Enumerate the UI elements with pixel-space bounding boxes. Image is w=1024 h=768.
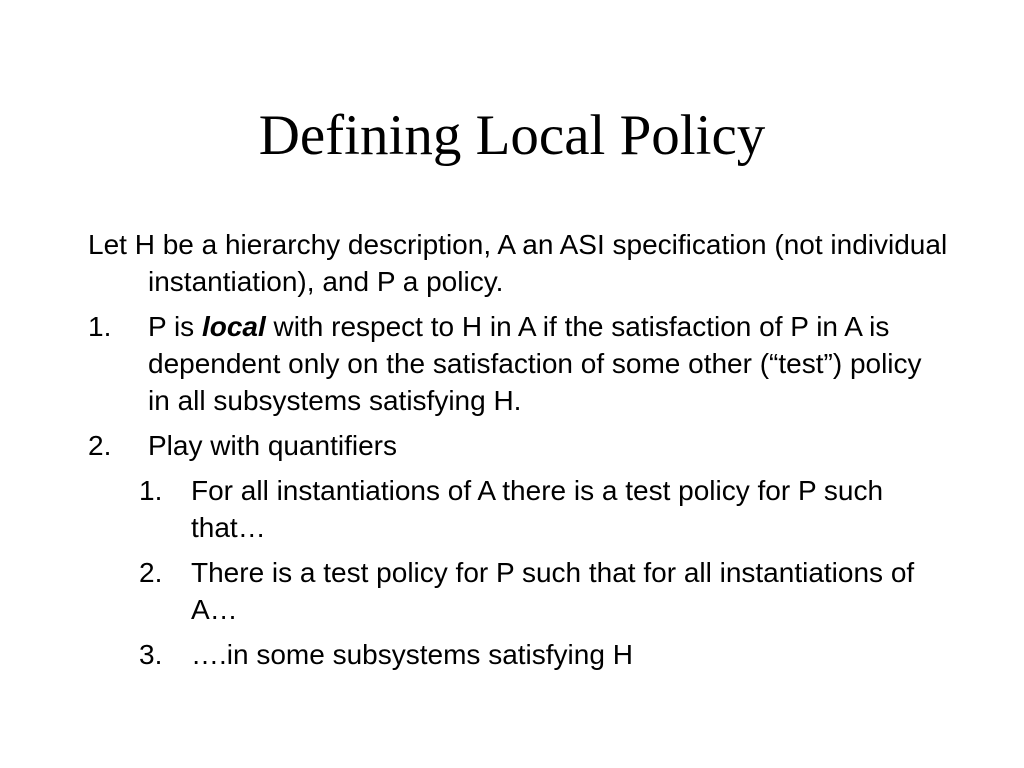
sub-item-1	[88, 472, 948, 546]
sub-item-1-text: For all instantiations of A there is a test policy for P such that…	[191, 475, 884, 543]
slide-body	[88, 226, 948, 681]
sub-item-2	[88, 554, 948, 628]
list-item-2	[88, 427, 948, 464]
item-1-text-before: P is	[148, 311, 202, 342]
sub-item-2-text: There is a test policy for P such that for all instantiations of A…	[191, 557, 915, 625]
item-1-text-after: with respect to H in A if the satisfaction of P in A is dependent only on the satisfaction of some other (“test”) policy in all subsystems satisfying H.	[148, 311, 922, 416]
sub-item-3-text: ….in some subsystems satisfying H	[191, 639, 633, 670]
list-item-1	[88, 308, 948, 419]
local-emphasis: local	[201, 311, 266, 342]
slide-title: Defining Local Policy	[258, 104, 766, 167]
list-number-1: 1.	[88, 311, 112, 342]
intro-paragraph: Let H be a hierarchy description, A an ASI specification (not individual instantiation), and P a policy.	[88, 229, 948, 297]
item-2-text: Play with quantifiers	[148, 430, 398, 461]
sub-number-3: 3.	[139, 639, 163, 670]
sub-number-1: 1.	[139, 475, 163, 506]
sub-item-3	[88, 636, 948, 673]
sub-number-2: 2.	[139, 557, 163, 588]
list-number-2: 2.	[88, 430, 112, 461]
